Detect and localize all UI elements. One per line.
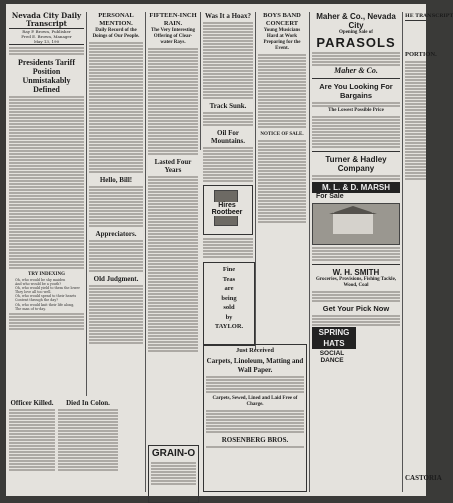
column-6 — [312, 12, 400, 500]
taylor-tea-ad — [203, 262, 255, 346]
poem-line: Oh, who would be shy maiden — [15, 278, 66, 282]
poem-line: The man of to-day. — [15, 306, 46, 311]
marsh-text — [312, 247, 400, 261]
parasols-title: PARASOLS — [316, 35, 396, 50]
marsh-title: M. L. & D. MARSH — [312, 182, 400, 193]
next-page-text — [405, 61, 426, 180]
castoria-title: CASTORIA — [405, 474, 442, 482]
article-tariff-text — [9, 96, 84, 269]
house-roof-image — [329, 206, 377, 214]
poem-more-text — [9, 313, 84, 330]
officer-killed-block — [9, 399, 55, 472]
poem-line: They love all too well. — [15, 290, 52, 295]
notice-of-sale-text — [258, 140, 306, 223]
tan-shoes-text — [312, 315, 400, 326]
headline-track-sunk: Track Sunk. — [209, 102, 247, 110]
spring-hats-title: SPRING HATS — [312, 327, 356, 349]
newspaper-page — [6, 4, 453, 496]
tea-ad-line: are — [224, 285, 234, 292]
headline-tariff: Presidents Tariff Position Unmistakably Defined — [18, 58, 75, 94]
old-judgment-text — [89, 285, 143, 344]
headline-officer-killed: Officer Killed. — [10, 399, 54, 407]
price-list-text — [312, 116, 400, 148]
headline-died-in-colon: Died In Colon. — [66, 399, 110, 407]
for-sale-label: For Sale — [316, 193, 344, 200]
band-concert-text — [258, 54, 306, 128]
oil-for-mountains-text — [203, 147, 253, 182]
tea-ad-line: Teas — [222, 275, 236, 283]
house-image — [333, 212, 373, 234]
headline-fifteen-inch-rain: FIFTEEN-INCH RAIN. — [149, 12, 197, 27]
tea-ad-line: Fine — [222, 266, 236, 273]
social-dance-title: SOCIAL DANCE — [319, 350, 345, 364]
turner-hadley-title: Turner & Hadley Company — [325, 155, 387, 173]
lasted-four-years-text — [148, 176, 198, 352]
maher-co-title: Maher & Co., Nevada City — [316, 12, 396, 30]
maher-signature: Maher & Co. — [334, 66, 378, 75]
opening-sale-text: Opening Sale of — [339, 30, 373, 35]
bargains-text — [312, 102, 400, 107]
headline-appreciators: Appreciators. — [95, 230, 137, 238]
tea-ad-line: by — [225, 313, 233, 321]
tea-ad-line: sold — [223, 304, 235, 311]
masthead-manager: Fred E. Brown, Manager — [21, 34, 72, 39]
headline-lasted-four-years: Lasted Four Years — [154, 158, 192, 174]
rosenberg-ad — [203, 344, 307, 492]
hires-caption-text — [203, 238, 253, 258]
appreciators-text — [89, 240, 143, 272]
poem-line: Oh, who would knit their life along, — [15, 302, 75, 307]
carpets-title: Carpets, Linoleum, Matting and Wall Paper. — [206, 357, 304, 374]
masthead-date: May 13, 190 — [9, 39, 84, 45]
column-7-partial — [405, 12, 453, 500]
grain-o-ad-title: GRAIN-O — [151, 448, 196, 459]
poem-line: Content through the day? — [15, 298, 58, 303]
hires-ad — [203, 185, 253, 235]
column-rule — [309, 12, 310, 492]
hoax-article-text — [203, 22, 253, 99]
divider — [312, 78, 400, 79]
column-3 — [148, 12, 198, 500]
hires-ad-title: Hires Rootbeer — [206, 202, 248, 216]
carpets-text — [206, 376, 304, 393]
rosenberg-footer-text — [206, 446, 304, 448]
column-rule — [145, 12, 146, 492]
masthead-title: Nevada City Daily Transcript — [9, 12, 84, 29]
tea-ad-line: TAYLOR. — [214, 323, 244, 330]
poem-title: TRY INDEXING — [27, 272, 65, 277]
parasols-text — [312, 52, 400, 66]
notice-of-sale-title: NOTICE OF SALE. — [260, 132, 304, 137]
died-in-colon-block — [58, 399, 118, 472]
subhead-personal-mention: Daily Record of the Doings of Our People. — [92, 28, 140, 39]
divider — [312, 264, 400, 265]
subhead-boys-band-concert: Young Musicians Hard at Work Preparing for the Event. — [263, 28, 301, 51]
column-5 — [258, 12, 306, 272]
column-rule — [255, 12, 256, 350]
headline-hello-bill: Hello, Bill! — [99, 176, 133, 184]
just-received-title: Just Received — [235, 347, 275, 354]
smith-title: W. H. SMITH — [332, 268, 380, 277]
track-sunk-text — [203, 112, 253, 126]
poem-line: And who would be a youth? — [15, 282, 62, 287]
next-page-headline: PORTION. — [405, 51, 437, 58]
next-page-masthead: HE TRANSCRIPT — [405, 13, 453, 19]
rosenberg-bros-title: ROSENBERG BROS. — [221, 436, 289, 444]
tea-ad-line: being — [221, 294, 237, 302]
masthead-publisher: Ray P. Brown, Publisher — [22, 29, 71, 34]
house-photo — [312, 203, 400, 245]
headline-old-judgment: Old Judgment. — [93, 275, 139, 283]
headline-oil-for-mountains: Oil For Mountains. — [210, 129, 246, 145]
masthead-notice-text — [9, 47, 84, 55]
rain-article-text — [148, 48, 198, 155]
column-2 — [89, 12, 143, 396]
carpets-sewn-title: Carpets, Sewed, Lined and Laid Free of Charge. — [212, 396, 298, 407]
divider — [312, 151, 400, 152]
column-rule — [86, 12, 87, 396]
bargains-title: Are You Looking For Bargains — [319, 82, 393, 100]
poem — [9, 278, 84, 311]
carpets-sewn-text — [206, 410, 304, 433]
grain-o-ad — [148, 445, 199, 503]
column-rule — [200, 12, 201, 150]
died-in-colon-text — [58, 409, 118, 471]
grain-o-ad-text — [151, 462, 196, 485]
officer-killed-text — [9, 409, 55, 471]
tan-shoes-title: Get Your Pick Now — [322, 304, 390, 313]
headline-boys-band-concert: BOYS BAND CONCERT — [263, 12, 301, 27]
lowest-price-title: The Lowest Possible Price — [328, 108, 384, 113]
poem-line: Oh, who would spend to their hearts — [15, 294, 77, 299]
column-1 — [9, 12, 84, 331]
turner-hadley-text — [312, 175, 400, 180]
subhead-fifteen-inch-rain: The Very Interesting Offering of Clear-water Rays. — [150, 28, 196, 45]
hello-bill-text — [89, 186, 143, 227]
poem-line: Oh, who would yield to them the lower — [15, 286, 80, 291]
personal-mention-text — [89, 42, 143, 173]
column-rule — [402, 12, 403, 492]
headline-personal-mention: PERSONAL MENTION. — [98, 12, 134, 27]
headline-was-it-a-hoax: Was It a Hoax? — [204, 12, 252, 20]
smith-text — [312, 291, 400, 302]
smith-subtitle: Groceries, Provisions, Fishing Tackle, Wood, Coal — [315, 277, 397, 288]
